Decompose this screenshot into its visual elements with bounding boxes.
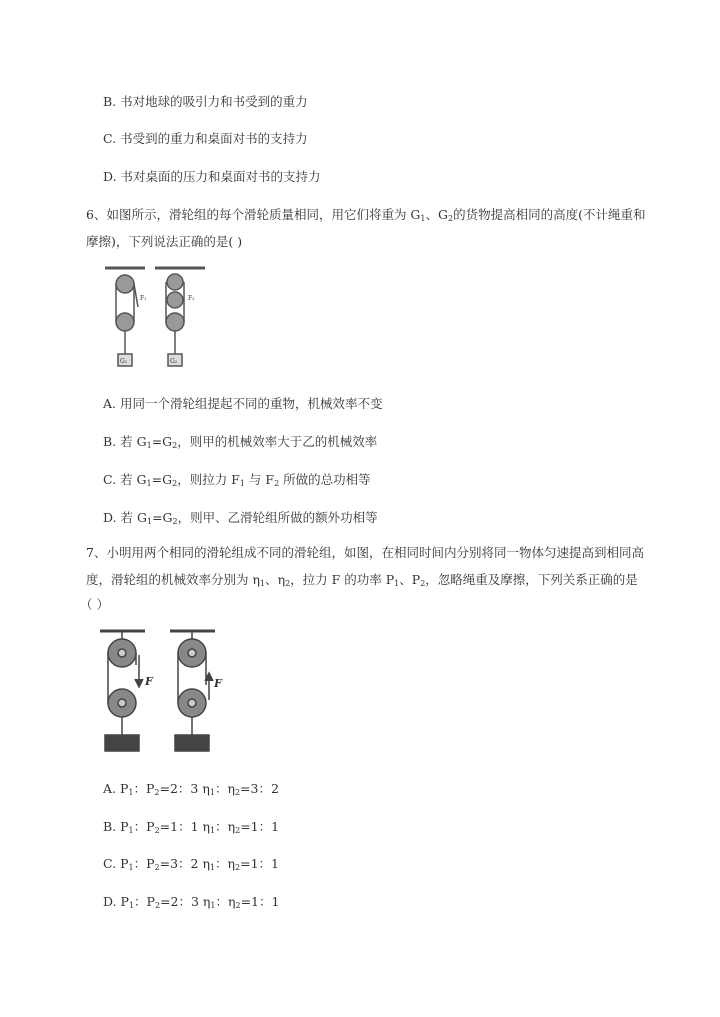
- subscript: 1: [259, 579, 266, 588]
- text-segment: （ ）: [80, 597, 109, 612]
- text-segment: =2：3 η: [159, 781, 210, 796]
- subscript: 2: [172, 479, 178, 488]
- text-segment: 与 F: [244, 472, 275, 487]
- text-segment: 6、如图所示，滑轮组的每个滑轮质量相同，用它们将重为 G: [86, 207, 421, 222]
- text-segment: B. P: [103, 819, 129, 834]
- text-segment: =1：1 η: [159, 819, 210, 834]
- text-segment: D. 书对桌面的压力和桌面对书的支持力: [103, 169, 321, 184]
- subscript: 2: [285, 579, 291, 588]
- text-segment: ：η: [214, 781, 235, 796]
- text-segment: 的货物提高相同的高度(不计绳重和: [453, 207, 646, 222]
- q7-stem-line3: [80, 595, 109, 613]
- subscript: 2: [235, 901, 241, 910]
- subscript: 1: [128, 826, 134, 835]
- text-segment: ，则拉力 F: [177, 472, 240, 487]
- text-segment: A. 用同一个滑轮组提起不同的重物，机械效率不变: [103, 396, 383, 411]
- text-segment: C. 书受到的重力和桌面对书的支持力: [103, 131, 308, 146]
- text-segment: C. P: [103, 856, 129, 871]
- q6-label-f2: F₂: [188, 295, 195, 302]
- text-segment: =1：1: [240, 819, 280, 834]
- subscript: 2: [234, 788, 241, 797]
- text-segment: D. P: [103, 894, 129, 909]
- text-segment: ：P: [133, 819, 155, 834]
- q7-label-f1: F: [145, 675, 153, 688]
- subscript: 1: [209, 788, 215, 797]
- subscript: 1: [420, 214, 426, 223]
- text-segment: 、G: [425, 207, 449, 222]
- text-segment: =3：2 η: [159, 856, 210, 871]
- text-segment: ，则甲的机械效率大于乙的机械效率: [177, 434, 378, 449]
- text-segment: =2：3 η: [160, 894, 211, 909]
- q6-option-b: [103, 432, 377, 450]
- q6-label-f1: F₁: [140, 295, 147, 302]
- q7-option-c: [103, 854, 279, 872]
- q6-option-a: [103, 394, 382, 412]
- text-segment: D. 若 G: [103, 510, 147, 525]
- q6-stem-line1: [86, 205, 646, 223]
- q6-stem-line2: [86, 232, 242, 250]
- text-segment: ，拉力 F 的功率 P: [290, 572, 395, 587]
- subscript: 2: [172, 441, 178, 450]
- text-segment: =3：2: [240, 781, 279, 796]
- text-segment: ，则甲、乙滑轮组所做的额外功相等: [177, 510, 378, 525]
- text-segment: B. 书对地球的吸引力和书受到的重力: [103, 94, 308, 109]
- q7-stem-line2: [86, 570, 638, 588]
- subscript: 2: [154, 863, 160, 872]
- text-segment: 7、小明用两个相同的滑轮组成不同的滑轮组，如图，在相同时间内分别将同一物体匀速提高到相同高: [86, 545, 644, 560]
- q6-option-c: [103, 470, 371, 488]
- q7-pulley-figure: [95, 625, 230, 755]
- text-segment: ：η: [215, 819, 236, 834]
- subscript: 1: [128, 788, 134, 797]
- subscript: 2: [420, 579, 426, 588]
- q7-option-d: [103, 892, 279, 910]
- q6-label-g2: G₂: [170, 358, 178, 365]
- text-segment: =1：1: [240, 856, 280, 871]
- text-segment: 、η: [265, 572, 286, 587]
- text-segment: 摩擦)，下列说法正确的是( ): [86, 234, 243, 249]
- subscript: 2: [154, 901, 161, 910]
- subscript: 1: [146, 441, 152, 450]
- subscript: 1: [210, 901, 216, 910]
- text-segment: =G: [152, 510, 173, 525]
- q6-option-d: [103, 508, 378, 526]
- text-segment: =1：1: [240, 894, 280, 909]
- subscript: 1: [128, 863, 134, 872]
- text-segment: ：P: [134, 894, 155, 909]
- subscript: 2: [274, 479, 280, 488]
- subscript: 2: [172, 517, 178, 526]
- subscript: 2: [235, 826, 241, 835]
- text-segment: C. 若 G: [103, 472, 147, 487]
- subscript: 1: [209, 863, 216, 872]
- q5-option-c: [103, 129, 308, 147]
- subscript: 1: [394, 579, 400, 588]
- q6-pulley-figure: [100, 262, 215, 377]
- text-segment: ，忽略绳重及摩擦，下列关系正确的是: [425, 572, 638, 587]
- subscript: 1: [210, 826, 216, 835]
- subscript: 2: [154, 826, 160, 835]
- text-segment: ：P: [133, 781, 155, 796]
- q5-option-b: [103, 92, 308, 110]
- subscript: 1: [239, 479, 245, 488]
- text-segment: =G: [151, 472, 173, 487]
- q6-label-g1: G₁: [120, 358, 128, 365]
- q7-label-f2: F: [214, 677, 222, 690]
- q5-option-d: [103, 167, 321, 185]
- q7-stem-line1: [86, 543, 644, 561]
- subscript: 1: [146, 517, 153, 526]
- text-segment: 度，滑轮组的机械效率分别为 η: [86, 572, 260, 587]
- text-segment: ：η: [215, 894, 236, 909]
- text-segment: 、P: [399, 572, 421, 587]
- text-segment: 所做的总功相等: [279, 472, 371, 487]
- subscript: 1: [128, 901, 135, 910]
- text-segment: =G: [151, 434, 173, 449]
- subscript: 1: [146, 479, 152, 488]
- text-segment: ：P: [133, 856, 155, 871]
- q7-option-a: [103, 779, 279, 797]
- subscript: 2: [448, 214, 454, 223]
- text-segment: B. 若 G: [103, 434, 147, 449]
- text-segment: A. P: [103, 781, 129, 796]
- q7-option-b: [103, 817, 279, 835]
- text-segment: ：η: [215, 856, 236, 871]
- subscript: 2: [235, 863, 241, 872]
- subscript: 2: [154, 788, 160, 797]
